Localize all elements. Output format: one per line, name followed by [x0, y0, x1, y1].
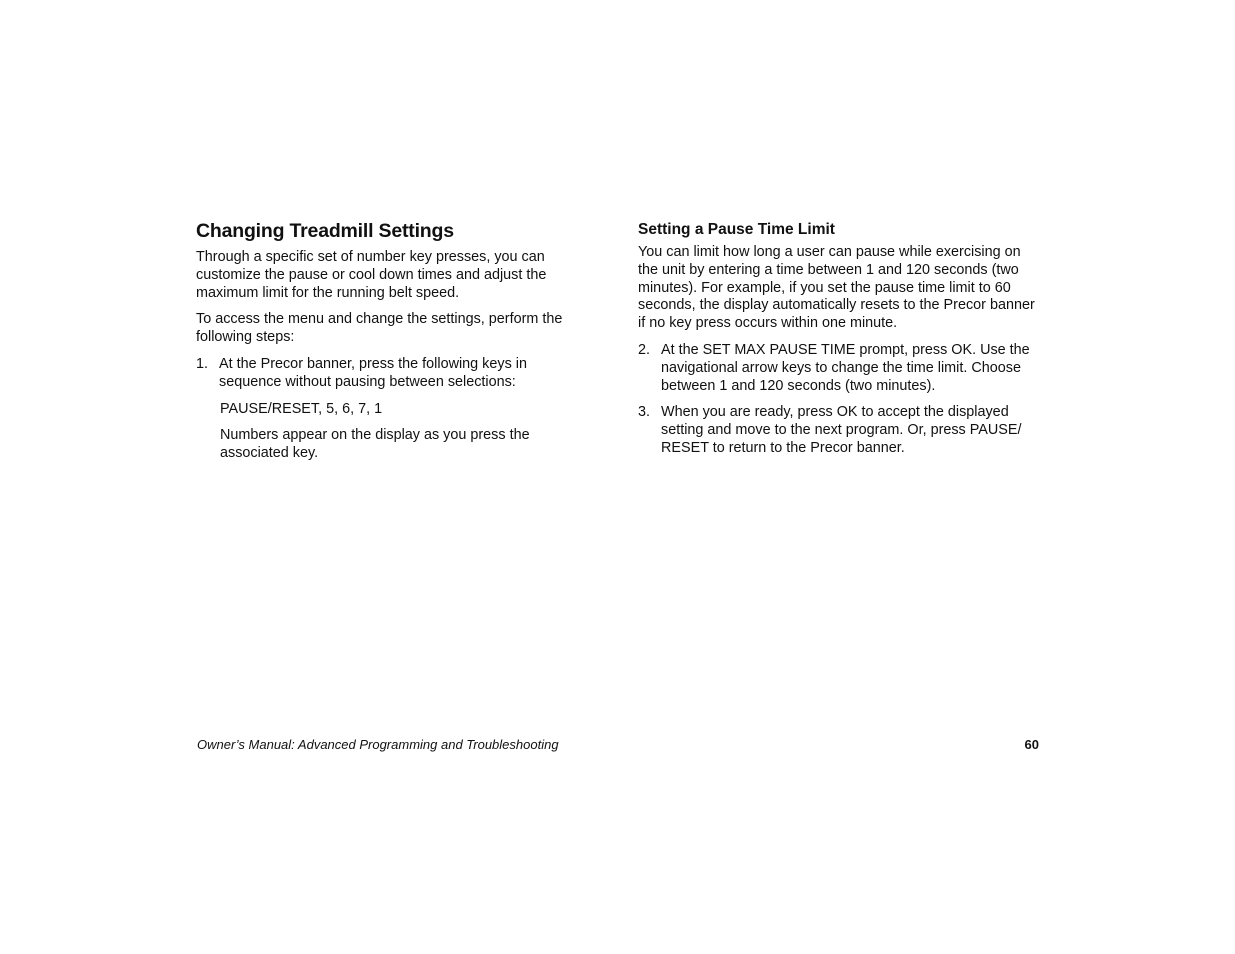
step-number: 1.	[196, 355, 209, 372]
section-heading: Changing Treadmill Settings	[196, 220, 454, 242]
pause-intro-paragraph: You can limit how long a user can pause while exercising on the unit by entering a time between 1 and 120 seconds (two minutes). For example, if you set the pause time limit to 60 seconds, the display automatically resets to the Precor banner if no key press occurs within one minute.	[638, 244, 1035, 332]
left-column	[196, 218, 586, 472]
step-text: At the SET MAX PAUSE TIME prompt, press OK. Use the navigational arrow keys to change the time limit. Choose between 1 and 120 seconds (two minutes).	[661, 341, 1030, 394]
right-column	[638, 218, 1040, 467]
step-number: 3.	[638, 404, 651, 421]
page-number: 60	[1024, 737, 1039, 752]
step-text: When you are ready, press OK to accept the displayed setting and move to the next program. Or, press PAUSE/ RESET to return to the Precor banner.	[661, 404, 1022, 456]
footer-title: Owner’s Manual: Advanced Programming and Troubleshooting	[197, 737, 559, 752]
access-paragraph: To access the menu and change the settings, perform the following steps:	[196, 311, 563, 346]
step-note: Numbers appear on the display as you press the associated key.	[220, 427, 530, 462]
step-1	[196, 356, 586, 392]
step-text: At the Precor banner, press the following keys in sequence without pausing between selections:	[219, 355, 527, 390]
key-sequence: PAUSE/RESET, 5, 6, 7, 1	[220, 400, 383, 417]
step-3	[638, 404, 1040, 457]
intro-paragraph: Through a specific set of number key presses, you can customize the pause or cool down times and adjust the maximum limit for the running belt speed.	[196, 249, 547, 301]
step-number: 2.	[638, 341, 651, 358]
step-2	[638, 342, 1040, 395]
subsection-heading: Setting a Pause Time Limit	[638, 221, 835, 238]
